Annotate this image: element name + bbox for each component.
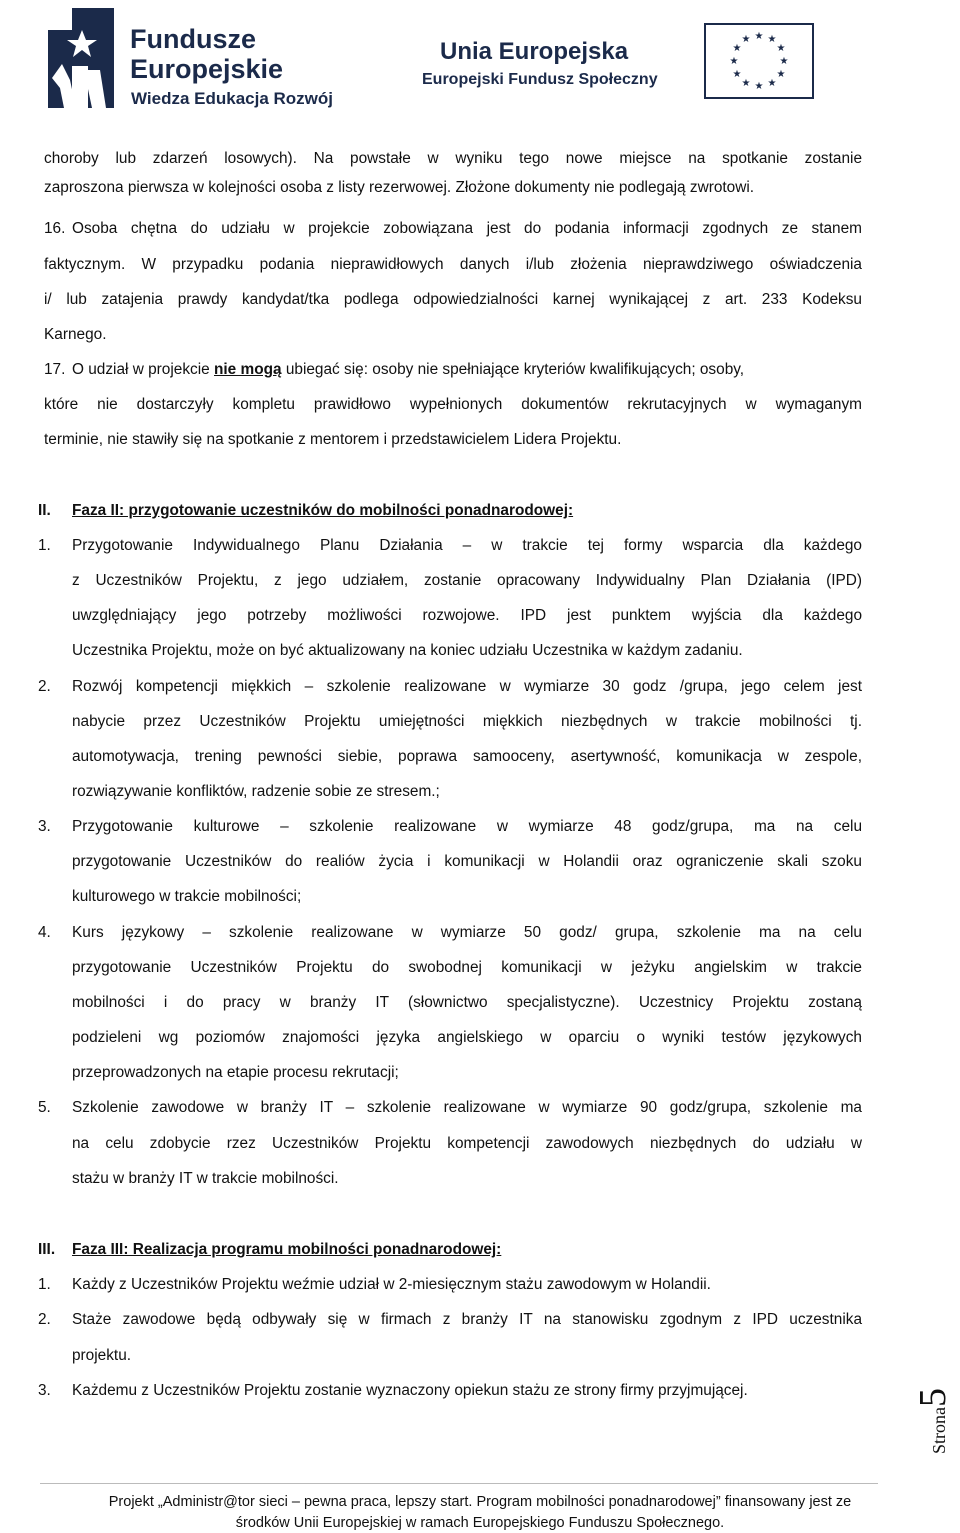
fundusze-logo-title-2: Europejskie (130, 54, 284, 84)
emphasis-text: nie mogą (214, 361, 282, 378)
ue-logo-subtitle: Europejski Fundusz Społeczny (422, 71, 658, 88)
paragraph-line: terminie, nie stawiły się na spotkanie z mentorem i przedstawicielem Lidera Projektu. (44, 431, 622, 448)
list-number: 2. (38, 1311, 51, 1328)
list-number: 17. (44, 361, 66, 378)
list-number: 16. (44, 220, 66, 237)
list-number: 1. (38, 1276, 51, 1293)
paragraph-line: Rozwój kompetencji miękkich – szkolenie realizowane w wymiarze 30 godz /grupa, jego celem jest (72, 678, 862, 695)
footer-line-1: Projekt „Administr@tor sieci – pewna praca, lepszy start. Program mobilności ponadnarodowej” finansowany jest ze (108, 1494, 852, 1510)
list-number: 3. (38, 1382, 51, 1399)
fundusze-logo-title-1: Fundusze (130, 24, 256, 54)
page-number-value: 5 (912, 1388, 954, 1407)
ue-logo-title: Unia Europejska (440, 38, 629, 65)
svg-text:★: ★ (779, 56, 789, 67)
paragraph-line: mobilności i do pracy w branży IT (słownictwo specjalistyczne). Uczestnicy Projektu zostaną (72, 994, 862, 1011)
paragraph-line: na celu zdobycie rzez Uczestników Projektu kompetencji zawodowych niezbędnych do udziału w (72, 1135, 862, 1152)
list-number: 2. (38, 678, 51, 695)
svg-text:★: ★ (732, 69, 742, 80)
paragraph-line: z Uczestników Projektu, z jego udziałem, zostanie opracowany Indywidualny Plan Działania (IPD) (72, 572, 862, 589)
paragraph-line: zaproszona pierwsza w kolejności osoba z listy rezerwowej. Złożone dokumenty nie podlegają zwrotowi. (44, 179, 755, 196)
paragraph-line: kulturowego w trakcie mobilności; (72, 888, 302, 905)
paragraph-line: Każdy z Uczestników Projektu weźmie udział w 2-miesięcznym stażu zawodowym w Holandii. (72, 1276, 711, 1293)
paragraph-line: Przygotowanie kulturowe – szkolenie realizowane w wymiarze 48 godz/grupa, ma na celu (72, 818, 862, 835)
paragraph-line: które nie dostarczyły kompletu prawidłowo wypełnionych dokumentów rekrutacyjnych w wymaganym (44, 396, 862, 413)
paragraph-line: Uczestnika Projektu, może on być aktualizowany na koniec udziału Uczestnika w każdym zadaniu. (72, 642, 743, 659)
svg-text:★: ★ (729, 56, 739, 67)
paragraph-line: Osoba chętna do udziału w projekcie zobowiązana jest do podania informacji zgodnych ze stanem (72, 220, 862, 237)
section-heading: Faza II: przygotowanie uczestników do mobilności ponadnarodowej: (72, 502, 574, 519)
page-label: Strona (929, 1407, 949, 1454)
list-number: 1. (38, 537, 51, 554)
svg-text:★: ★ (767, 78, 777, 89)
paragraph-line: Karnego. (44, 326, 107, 343)
section-heading: Faza III: Realizacja programu mobilności ponadnarodowej: (72, 1241, 502, 1258)
paragraph-line: nabycie przez Uczestników Projektu umiejętności miękkich niezbędnych w trakcie mobilności tj. (72, 713, 862, 730)
list-number: 4. (38, 924, 51, 941)
paragraph-line: i/ lub zatajenia prawdy kandydat/tka podlega odpowiedzialności karnej wynikającej z art. 233 Kodeksu (44, 291, 862, 308)
svg-text:★: ★ (732, 43, 742, 54)
fundusze-logo-subtitle: Wiedza Edukacja Rozwój (131, 89, 333, 108)
text-span: ubiegać się: osoby nie spełniające kryteriów kwalifikujących; osoby, (281, 361, 745, 378)
paragraph-line: stażu w branży IT w trakcie mobilności. (72, 1170, 339, 1187)
svg-text:★: ★ (776, 69, 786, 80)
svg-text:★: ★ (767, 34, 777, 45)
paragraph-line: faktycznym. W przypadku podania nieprawidłowych danych i/lub złożenia nieprawdziwego oświadczenia (44, 256, 862, 273)
svg-text:★: ★ (741, 34, 751, 45)
svg-text:★: ★ (754, 81, 764, 92)
text-span: O udział w projekcie (72, 361, 214, 378)
svg-text:★: ★ (776, 43, 786, 54)
section-number: II. (38, 502, 51, 519)
list-number: 5. (38, 1099, 51, 1116)
paragraph-line: choroby lub zdarzeń losowych). Na powstałe w wyniku tego nowe miejsce na spotkanie zostanie (44, 150, 862, 167)
eu-flag-icon (704, 23, 814, 99)
list-number: 3. (38, 818, 51, 835)
paragraph-line: Staże zawodowe będą odbywały się w firmach z branży IT na stanowisku zgodnym z IPD uczestnika (72, 1311, 862, 1328)
paragraph-line: przygotowanie Uczestników do realiów życia i komunikacji w Holandii oraz ograniczenie skali szoku (72, 853, 862, 870)
svg-text:★: ★ (754, 31, 764, 42)
paragraph-line: przygotowanie Uczestników Projektu do swobodnej komunikacji w jeżyku angielskim w trakcie (72, 959, 862, 976)
page-number (905, 1375, 960, 1467)
svg-text:★: ★ (741, 78, 751, 89)
paragraph-line: Przygotowanie Indywidualnego Planu Działania – w trakcie tej formy wsparcia dla każdego (72, 537, 862, 554)
paragraph-line: podzieleni wg poziomów znajomości języka angielskiego w oparciu o wyniki testów językowych (72, 1029, 862, 1046)
paragraph-line: uwzględniający jego potrzeby możliwości rozwojowe. IPD jest punktem wyjścia dla każdego (72, 607, 862, 624)
footer-divider (40, 1483, 878, 1484)
paragraph-line: projektu. (72, 1347, 132, 1364)
paragraph-line: Kurs językowy – szkolenie realizowane w wymiarze 50 godz/ grupa, szkolenie ma na celu (72, 924, 862, 941)
fundusze-europejskie-logo-icon (48, 8, 114, 108)
paragraph-line: Szkolenie zawodowe w branży IT – szkolenie realizowane w wymiarze 90 godz/grupa, szkolenie ma (72, 1099, 862, 1116)
paragraph-line: Każdemu z Uczestników Projektu zostanie wyznaczony opiekun stażu ze strony firmy przyjmującej. (72, 1382, 748, 1399)
paragraph-line: automotywacja, trening pewności siebie, poprawa samooceny, asertywność, komunikacja w zespole, (72, 748, 862, 765)
section-number: III. (38, 1241, 56, 1258)
paragraph-line: przeprowadzonych na etapie procesu rekrutacji; (72, 1064, 399, 1081)
paragraph-line (72, 360, 862, 380)
footer-line-2: środków Unii Europejskiej w ramach Europejskiego Funduszu Społecznego. (235, 1515, 725, 1531)
paragraph-line: rozwiązywanie konfliktów, radzenie sobie ze stresem.; (72, 783, 440, 800)
